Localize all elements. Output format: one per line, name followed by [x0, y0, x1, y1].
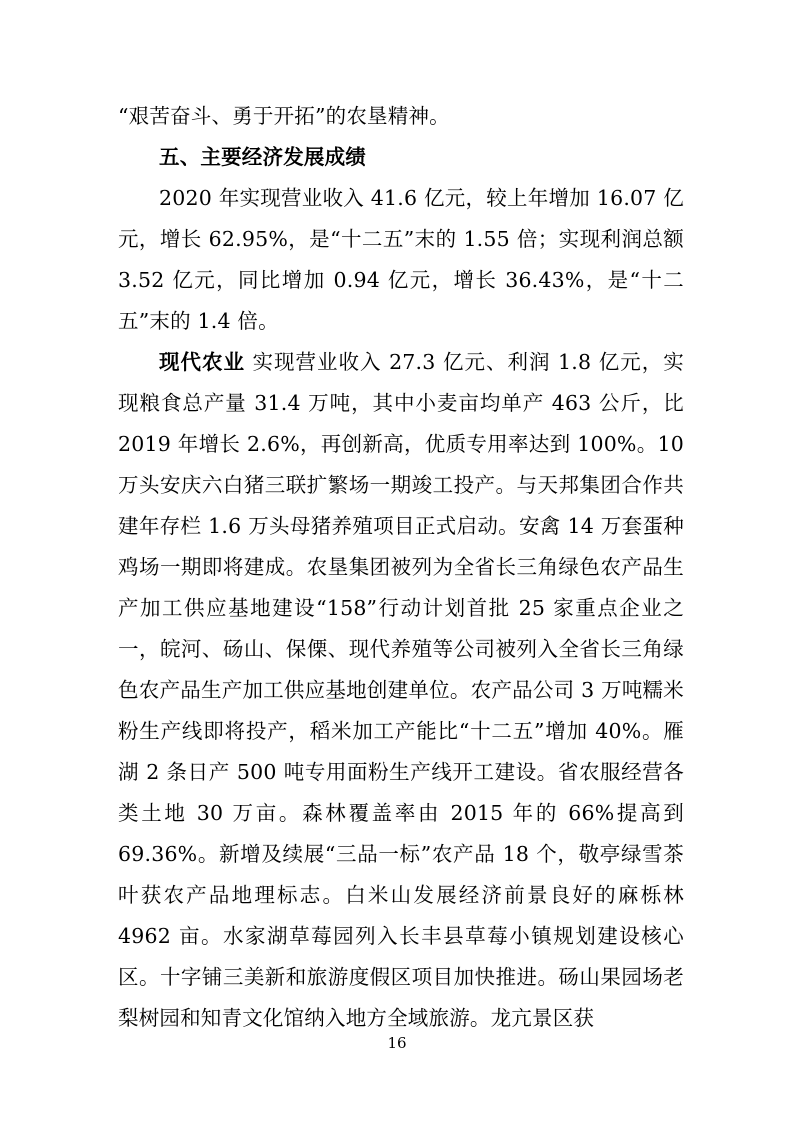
quote-paragraph: “艰苦奋斗、勇于开拓”的农垦精神。 [118, 104, 450, 128]
page-number: 16 [387, 1034, 407, 1052]
paragraph-modern-agriculture-text: 实现营业收入 27.3 亿元、利润 1.8 亿元，实现粮食总产量 31.4 万吨，其中小麦亩均单产 463 公斤，比 2019 年增长 2.6%，再创新高，优质专用率达到 100%。10 万头安庆六白猪三联扩繁场一期竣工投产。与天邦集团合作共建年存栏 1.6 万头母猪养殖项目正式启动。安禽 14 万套蛋种鸡场一期即将建成。农垦集团被列为全省长三角绿色农产品生产加工供应基地建设“158”行动计划首批 25 家重点企业之一，皖河、砀山、保傈、现代养殖等公司被列入全省长三角绿色农产品生产加工供应基地创建单位。农产品公司 3 万吨糯米粉生产线即将投产，稻米加工产能比“十二五”增加 40%。雁湖 2 条日产 500 吨专用面粉生产线开工建设。省农服经营各类土地 30 万亩。森林覆盖率由 2015 年的 66%提高到 69.36%。新增及续展“三品一标”农产品 18 个，敬亭绿雪茶叶获农产品地理标志。白米山发展经济前景良好的麻栎林 4962 亩。水家湖草莓园列入长丰县草莓小镇规划建设核心区。十字铺三美新和旅游度假区项目加快推进。砀山果园场老梨树园和知青文化馆纳入地方全域旅游。龙亢景区获 [118, 350, 684, 1030]
paragraph-modern-agriculture [118, 342, 684, 1039]
section-heading: 五、主要经济发展成绩 [159, 145, 366, 169]
document-body [118, 96, 684, 1039]
paragraph-revenue: 2020 年实现营业收入 41.6 亿元，较上年增加 16.07 亿元，增长 62.95%，是“十二五”末的 1.55 倍；实现利润总额 3.52 亿元，同比增加 0.94 亿元，增长 36.43%，是“十二五”末的 1.4 倍。 [118, 186, 684, 333]
paragraph-lead-label: 现代农业 [159, 350, 246, 374]
